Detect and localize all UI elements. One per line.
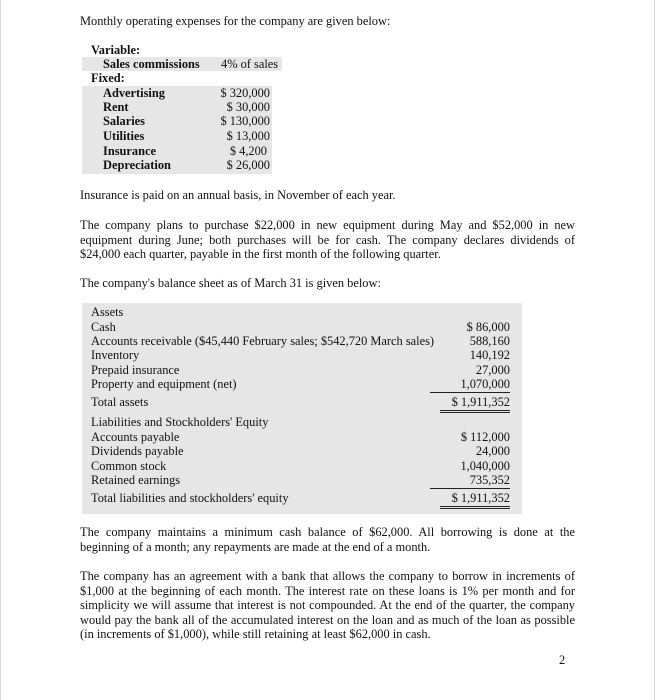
expense-value-utilities: $ 13,000 [226, 129, 270, 143]
asset-value-property-equipment: 1,070,000 [430, 377, 510, 393]
sales-commissions-value: 4% of sales [221, 57, 279, 71]
expense-label-insurance: Insurance [103, 144, 157, 158]
equity-value-retained-earnings: 735,352 [430, 473, 510, 489]
liabilities-heading: Liabilities and Stockholders' Equity [91, 415, 269, 429]
total-assets-value: $ 1,911,352 [440, 395, 510, 413]
intro-text: Monthly operating expenses for the company are given below: [80, 14, 391, 28]
insurance-note: Insurance is paid on an annual basis, in November of each year. [80, 188, 396, 202]
equipment-paragraph: The company plans to purchase $22,000 in new equipment during May and $52,000 in new equipment during June; both purchases will be for cash. The company declares dividends of $24,000 each quarter, payable in the first month of the following quarter. [80, 218, 575, 262]
asset-value-accounts-receivable: 588,160 [469, 334, 510, 348]
expense-value-advertising: $ 320,000 [220, 86, 270, 100]
expense-label-salaries: Salaries [103, 114, 145, 128]
expense-label-rent: Rent [103, 100, 129, 114]
expense-label-utilities: Utilities [103, 129, 145, 143]
page-edge-left [0, 0, 1, 700]
liability-value-accounts-payable: $ 112,000 [460, 430, 510, 444]
asset-label-prepaid-insurance: Prepaid insurance [91, 363, 180, 377]
expense-value-salaries: $ 130,000 [220, 114, 270, 128]
expense-value-depreciation: $ 26,000 [226, 158, 270, 172]
total-liabilities-equity-value: $ 1,911,352 [440, 491, 510, 509]
asset-value-prepaid-insurance: 27,000 [475, 363, 510, 377]
page-number: 2 [559, 653, 566, 667]
liability-label-accounts-payable: Accounts payable [91, 430, 180, 444]
equity-label-common-stock: Common stock [91, 459, 167, 473]
equity-value-common-stock: 1,040,000 [460, 459, 510, 473]
liability-label-dividends-payable: Dividends payable [91, 444, 184, 458]
asset-label-accounts-receivable: Accounts receivable ($45,440 February sales; $542,720 March sales) [91, 334, 435, 348]
assets-heading: Assets [91, 305, 124, 319]
minimum-cash-paragraph: The company maintains a minimum cash balance of $62,000. All borrowing is done at the beginning of a month; any repayments are made at the end of a month. [80, 525, 575, 554]
fixed-label: Fixed: [91, 71, 125, 85]
asset-label-inventory: Inventory [91, 348, 140, 362]
variable-label: Variable: [91, 43, 141, 57]
liability-value-dividends-payable: 24,000 [475, 444, 510, 458]
total-assets-label: Total assets [91, 395, 149, 409]
sales-commissions-label: Sales commissions [103, 57, 200, 71]
balance-sheet-intro: The company's balance sheet as of March 31 is given below: [80, 276, 381, 290]
asset-label-property-equipment: Property and equipment (net) [91, 377, 237, 391]
expense-value-insurance: $ 4,200 [229, 144, 267, 158]
expense-label-depreciation: Depreciation [103, 158, 171, 172]
expense-label-advertising: Advertising [103, 86, 165, 100]
total-liabilities-equity-label: Total liabilities and stockholders' equity [91, 491, 289, 505]
loan-agreement-paragraph: The company has an agreement with a bank that allows the company to borrow in increments of $1,000 at the beginning of each month. The interest rate on these loans is 1% per month and for simplicity we will assume that interest is not compounded. At the end of the quarter, the company would pay the bank all of the accumulated interest on the loan and as much of the loan as possible (in increments of $1,000), while still retaining at least $62,000 in cash. [80, 569, 575, 642]
asset-value-cash: $ 86,000 [466, 320, 510, 334]
equity-label-retained-earnings: Retained earnings [91, 473, 181, 487]
asset-label-cash: Cash [91, 320, 116, 334]
expense-value-rent: $ 30,000 [226, 100, 270, 114]
asset-value-inventory: 140,192 [469, 348, 510, 362]
